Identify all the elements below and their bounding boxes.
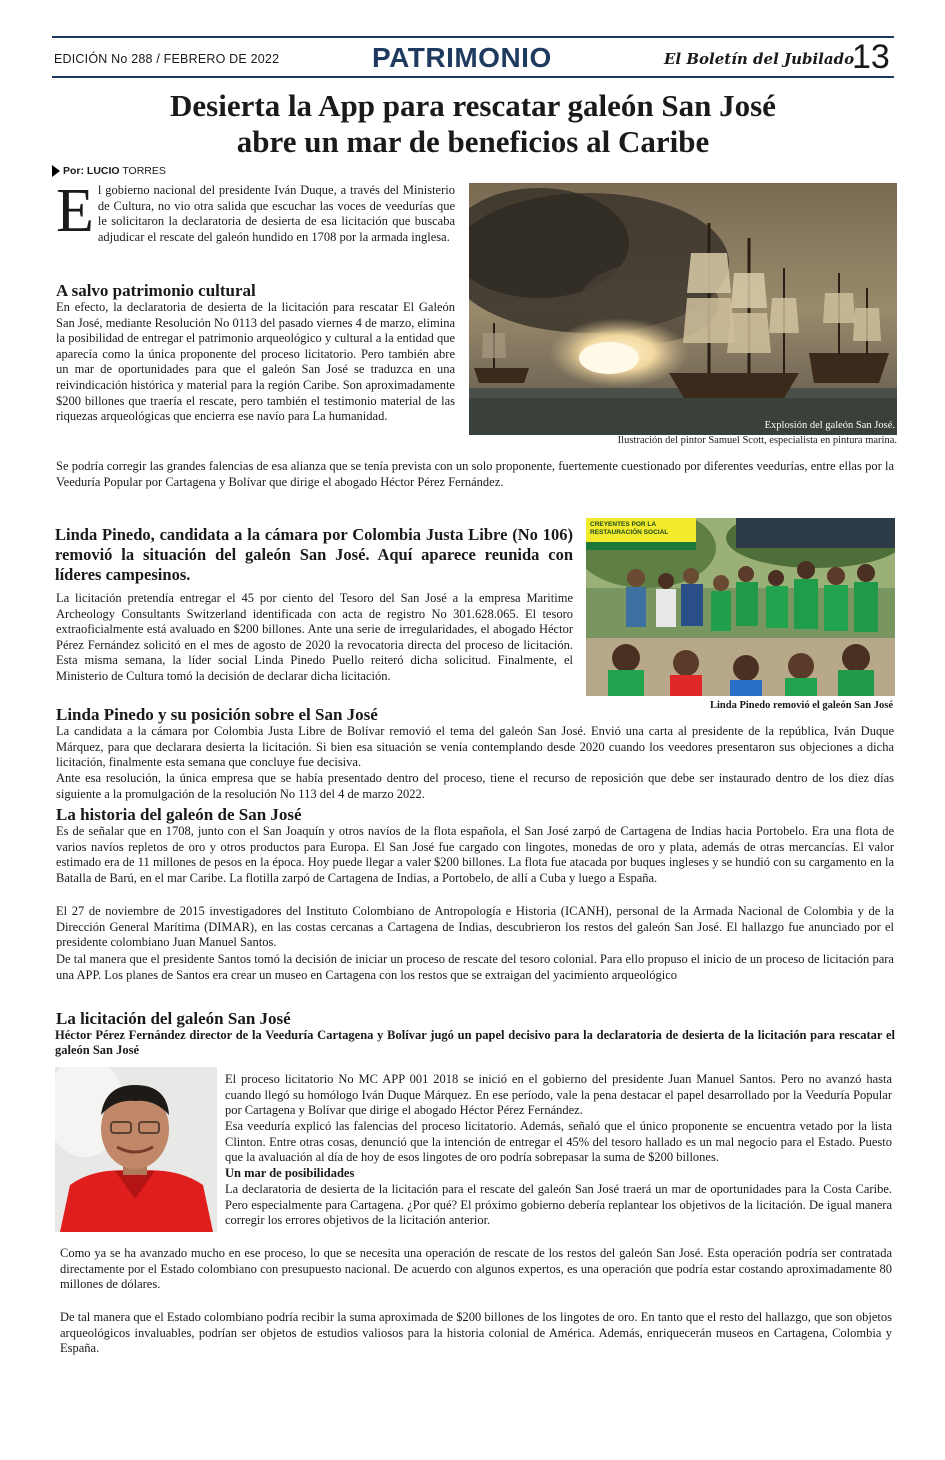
section4-subhead: Un mar de posibilidades (225, 1166, 355, 1180)
intro-paragraph (56, 177, 455, 245)
section2-title: Linda Pinedo y su posición sobre el San José (56, 705, 378, 724)
section3-title: La historia del galeón de San José (56, 805, 302, 824)
page-number: 13 (852, 38, 890, 76)
section1-body: En efecto, la declaratoria de desierta de la licitación para rescatar El Galeón San José, mediante Resolución No 0113 del pasado viernes 4 de marzo, elimina la posibilidad de entregar el patrimonio arqueológico y cultural a la entidad que aparecía como la única proponente del proceso licitatorio. Pero también abre un mar de oportunidades para que el galeón San José se traduzca en una reivindicación histórica y material para la región Caribe. Son aproximadamente $200 billones que traería el rescate, pero también el testimonio material de las riquezas arqueológicas que encierra ese navío para La humanidad. (56, 300, 455, 424)
section3-paragraph-3: De tal manera que el presidente Santos tomó la decisión de iniciar un proceso de rescate del tesoro colonial. Para ello propuso el inicio de un proceso de licitación para una APP. Los planes de Santos era crear un museo en Cartagena con los restos que se extraigan del yacimiento arqueológico (56, 952, 894, 982)
hector-portrait (55, 1067, 217, 1232)
headline-line-2: abre un mar de beneficios al Caribe (236, 124, 710, 159)
section4-paragraph-2: Esa veeduría explicó las falencias del proceso licitatorio. Además, señaló que el único proponente se encuentra vetado por la lista Clinton. Entre otras cosas, denunció que la intención de entregar el 45% del tesoro hallado es un mal negocio para el Estado. Puesto que la avaluación al día de hoy de esos lingotes de oro podría sobrepasar la suma de $200 billones. (225, 1119, 892, 1165)
intro-dropcap: E (56, 177, 94, 245)
painting-caption: Ilustración del pintor Samuel Scott, especialista en pintura marina. (617, 435, 897, 446)
byline-label: Por: (63, 165, 84, 177)
byline-author-first: LUCIO (86, 165, 120, 177)
galleon-painting (469, 183, 897, 435)
section1-title: A salvo patrimonio cultural (56, 281, 256, 300)
headline-line-1: Desierta la App para rescatar galeón San José (170, 88, 776, 123)
header-top-rule (52, 36, 894, 38)
section2-paragraph-1: La candidata a la cámara por Colombia Justa Libre de Bolívar removió el tema del galeón San José. Envió una carta al presidente de la república, Iván Duque Márquez, para que declarara desierta la licitación. Si bien esa situación se venía contemplando desde 2020 cuando los veedores presentaron sus objeciones a dicha licitación, finalmente esta semana que concluye fue decisiva. (56, 724, 894, 770)
section4-paragraph-3: La declaratoria de desierta de la licitación para el rescate del galeón San José traerá un mar de oportunidades para la Costa Caribe. Pero especialmente para Cartagena. ¿Por qué? El próximo gobierno debería replantear los objetivos de la licitación. De igual manera corregir los errores objetivos de la licitación anterior. (225, 1182, 892, 1228)
section3-paragraph-1: Es de señalar que en 1708, junto con el San Joaquín y otros navíos de la flota española, el San José zarpó de Cartagena de Indias hacia Portobelo. Era una flota de varios navíos repletos de oro y otros productos para Europa. El San José fue cargado con lingotes, monedas de oro y plata, además de otras mercancías. El valor estimado era de 11 millones de pesos en la época. Hoy puede llegar a valer $200 billones. La flota fue atacada por buques ingleses y se hundió con su cargamento en la Batalla de Barú, en el mar Caribe. La flotilla zarpó de Cartagena de Indias, a Portobelo, de allí a Cuba y luego a España. (56, 824, 894, 885)
closing-paragraph-2: De tal manera que el Estado colombiano podría recibir la suma aproximada de $200 billones de los lingotes de oro. En tanto que el resto del hallazgo, que son objetos arqueológicos invaluables, podrían ser objetos de estudios valiosos para la historia colonial de América. Además, enriquecerán museos en Cartagena, Colombia y España. (60, 1310, 892, 1356)
section-title: PATRIMONIO (372, 42, 552, 73)
linda-photo-banner-text: CREYENTES POR LA RESTAURACIÓN SOCIAL (590, 521, 669, 536)
section4-paragraph-1: El proceso licitatorio No MC APP 001 2018 se inició en el gobierno del presidente Juan Manuel Santos. Pero no avanzó hasta cuando llegó su homólogo Iván Duque Márquez. En ese período, vale la pena destacar el papel desarrollado por la Veeduría Popular por Cartagena y Bolívar que dirige el abogado Héctor Pérez Fernández. (225, 1072, 892, 1118)
header-bottom-rule (52, 76, 894, 78)
masthead: El Boletín del Jubilado (664, 50, 855, 68)
byline-arrow-icon (52, 165, 60, 177)
section4-subtitle: Héctor Pérez Fernández director de la Veeduría Cartagena y Bolívar jugó un papel decisivo para la declaratoria de desierta de la licitación para rescatar el galeón San José (55, 1028, 895, 1057)
closing-paragraph-1: Como ya se ha avanzado mucho en ese proceso, lo que se necesita una operación de rescate de los restos del galeón San José. Esta operación podría ser contratada directamente por el Estado colombiano con presupuesto nacional. De acuerdo con algunos expertos, es una operación que podría estar costando aproximadamente 80 millones de dólares. (60, 1246, 892, 1292)
byline (52, 165, 166, 177)
followup-paragraph: Se podría corregir las grandes falencias de esa alianza que se tenía prevista con un solo proponente, fuertemente cuestionado por diferentes veedurías, entre ellas por la Veeduría Popular por Cartagena y Bolívar que dirige el abogado Héctor Pérez Fernández. (56, 459, 894, 489)
linda-photo-banner (586, 518, 696, 540)
linda-photo (586, 518, 895, 696)
linda-body: La licitación pretendía entregar el 45 por ciento del Tesoro del San José a la empresa Maritime Archeology Consultants Switzerland identificada con acta de registro No 301.628.065. El tesoro extraoficialmente está avaluado en $200 billones. Ante una serie de irregularidades, el abogado Héctor Pérez Fernández solicitó en el mes de agosto de 2020 la revocatoria directa del proceso de licitación. Esta misma semana, la líder social Linda Pinedo Puello reiteró dicha solicitud. Finalmente, el Ministerio de Cultura tomó la decisión de declarar dicha licitación. (56, 591, 573, 683)
section3-paragraph-2: El 27 de noviembre de 2015 investigadores del Instituto Colombiano de Antropología e Historia (ICANH), personal de la Armada Nacional de Colombia y de la Dirección General Marítima (DIMAR), en las costas cercanas a Cartagena de Indias, descubrieron los restos del galeón San José. El hallazgo fue anunciado por el presidente colombiano Juan Manuel Santos. (56, 904, 894, 950)
linda-photo-caption: Linda Pinedo removió el galeón San José (710, 700, 893, 711)
section4-title: La licitación del galeón San José (56, 1009, 291, 1028)
edition-label: EDICIÓN No 288 / FEBRERO DE 2022 (54, 52, 280, 66)
linda-lead: Linda Pinedo, candidata a la cámara por Colombia Justa Libre (No 106) removió la situación del galeón San José. Aquí aparece reunida con líderes campesinos. (55, 525, 573, 584)
intro-text: l gobierno nacional del presidente Iván Duque, a través del Ministerio de Cultura, no vio otra salida que escuchar las voces de veedurías que le solicitaron la declaratoria de desierta de esa licitación que buscaba adjudicar el rescate del galeón hundido en 1708 por la armada inglesa. (97, 183, 455, 244)
painting-overlay-caption: Explosión del galeón San José. (764, 420, 895, 431)
section2-paragraph-2: Ante esa resolución, la única empresa que se había presentado dentro del proceso, tiene el recurso de reposición que debe ser instaurado dentro de los diez días siguiente a la promulgación de la resolución No 113 del 4 de marzo 2022. (56, 771, 894, 801)
byline-author-last: TORRES (122, 165, 166, 177)
